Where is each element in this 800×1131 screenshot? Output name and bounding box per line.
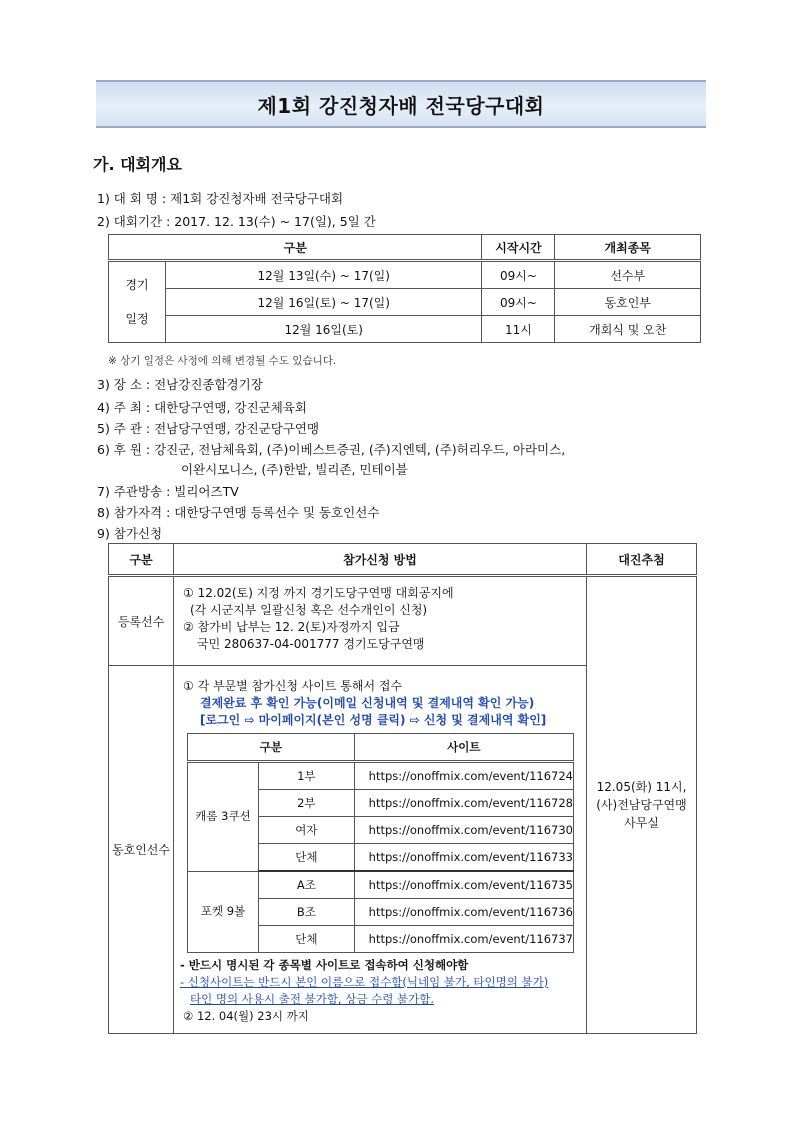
table-row (109, 289, 701, 316)
item-event-period (97, 214, 376, 230)
item-value: 대한당구연맹 등록선수 및 동호인선수 (174, 505, 380, 520)
item-broadcast (97, 484, 239, 500)
draw-line: 12.05(화) 11시, (596, 780, 687, 794)
schedule-time: 11시 (482, 316, 555, 343)
schedule-table (108, 234, 701, 343)
site-url: https://onoffmix.com/event/116730 (354, 817, 573, 844)
site-table (187, 733, 574, 953)
registered-label: 등록선수 (109, 576, 174, 666)
draw-cell (587, 576, 697, 1034)
item-label: 3) 장 소 : (97, 377, 151, 392)
schedule-date: 12월 13일(수) ~ 17(일) (166, 261, 482, 289)
site-division: B조 (259, 899, 355, 926)
site-division: 단체 (259, 844, 355, 872)
site-url: https://onoffmix.com/event/116735 (354, 871, 573, 899)
schedule-header-time: 시작시간 (482, 235, 555, 261)
amateur-note: - 신청사이트는 반드시 본인 이름으로 접수함(닉네임 불가, 타인명의 불가) (180, 975, 549, 989)
site-division: A조 (259, 871, 355, 899)
registered-line: (각 시군지부 일괄신청 혹은 선수개인이 신청) (190, 603, 428, 617)
item-event-name (97, 191, 343, 207)
item-value: 제1회 강진청자배 전국당구대회 (170, 191, 344, 206)
item-value: 강진군, 전남체육회, (주)이베스트증권, (주)지엔텍, (주)허리우드, 아라미스, (154, 442, 566, 457)
site-division: 2부 (259, 790, 355, 817)
site-url: https://onoffmix.com/event/116728 (354, 790, 573, 817)
site-division: 단체 (259, 926, 355, 953)
schedule-event: 동호인부 (555, 289, 701, 316)
item-label: 8) 참가자격 : (97, 505, 171, 520)
schedule-date: 12월 16일(토) (166, 316, 482, 343)
site-group-carom: 캐롬 3쿠션 (188, 762, 259, 872)
schedule-event: 선수부 (555, 261, 701, 289)
registered-line: 국민 280637-04-001777 경기도당구연맹 (197, 637, 425, 651)
amateur-note: 타인 명의 사용시 출전 불가함, 상금 수령 불가함. (190, 992, 434, 1006)
section-heading: 가. 대회개요 (93, 155, 182, 174)
schedule-header-category: 구분 (109, 235, 482, 261)
item-label: 5) 주 관 : (97, 421, 151, 436)
table-row (188, 762, 574, 790)
title-banner (96, 80, 706, 128)
item-label: 6) 후 원 : (97, 442, 151, 457)
item-label: 9) 참가신청 (97, 526, 163, 541)
item-value: 전남당구연맹, 강진군당구연맹 (154, 421, 320, 436)
amateur-note: - 반드시 명시된 각 종목별 사이트로 접속하여 신청해야함 (180, 958, 469, 972)
item-venue (97, 377, 263, 393)
item-label: 4) 주 최 : (97, 400, 151, 415)
item-value: 2017. 12. 13(수) ~ 17(일), 5일 간 (174, 214, 376, 229)
schedule-header-event: 개최종목 (555, 235, 701, 261)
table-row (109, 316, 701, 343)
application-table (108, 543, 697, 1034)
apply-header-category: 구분 (109, 544, 174, 576)
item-value: 전남강진종합경기장 (154, 377, 263, 392)
draw-line: (사)전남당구연맹 (596, 798, 687, 812)
site-division: 여자 (259, 817, 355, 844)
registered-line: ① 12.02(토) 지정 까지 경기도당구연맹 대회공지에 (183, 586, 454, 600)
schedule-date: 12월 16일(토) ~ 17(일) (166, 289, 482, 316)
schedule-note: ※ 상기 일정은 사정에 의해 변경될 수도 있습니다. (108, 355, 337, 367)
table-row (109, 576, 697, 666)
amateur-line: [로그인 ⇨ 마이페이지(본인 성명 클릭) ⇨ 신청 및 결제내역 확인] (200, 713, 547, 727)
amateur-line: ① 각 부문별 참가신청 사이트 통해서 접수 (183, 679, 403, 693)
item-label: 2) 대회기간 : (97, 214, 171, 229)
schedule-time: 09시~ (482, 261, 555, 289)
item-host (97, 400, 307, 416)
site-header-category: 구분 (188, 734, 355, 762)
table-row (188, 871, 574, 899)
site-header-site: 사이트 (354, 734, 573, 762)
amateur-line: 결제완료 후 확인 가능(이메일 신청내역 및 결제내역 확인 가능) (200, 696, 535, 710)
item-value: 대한당구연맹, 강진군체육회 (154, 400, 307, 415)
draw-line: 사무실 (624, 816, 659, 830)
schedule-time: 09시~ (482, 289, 555, 316)
item-label: 1) 대 회 명 : (97, 191, 167, 206)
item-eligibility (97, 505, 379, 521)
site-division: 1부 (259, 762, 355, 790)
item-sponsors-cont: 이완시모니스, (주)한밭, 빌리존, 민테이블 (181, 462, 408, 477)
site-url: https://onoffmix.com/event/116737 (354, 926, 573, 953)
schedule-event: 개회식 및 오찬 (555, 316, 701, 343)
table-row (109, 261, 701, 289)
amateur-label: 동호인선수 (109, 666, 174, 1034)
schedule-group-cell (109, 261, 166, 343)
site-group-pocket: 포켓 9볼 (188, 871, 259, 953)
item-organizer (97, 421, 319, 437)
schedule-group-label-2: 일정 (125, 312, 149, 326)
apply-header-method: 참가신청 방법 (174, 544, 587, 576)
site-url: https://onoffmix.com/event/116733 (354, 844, 573, 872)
item-sponsors (97, 442, 565, 458)
registered-method (174, 576, 587, 666)
item-value: 빌리어즈TV (174, 484, 239, 499)
item-label: 7) 주관방송 : (97, 484, 171, 499)
site-url: https://onoffmix.com/event/116736 (354, 899, 573, 926)
site-url: https://onoffmix.com/event/116724 (354, 762, 573, 790)
apply-header-draw: 대진추첨 (587, 544, 697, 576)
amateur-method (174, 666, 587, 1034)
registered-line: ② 참가비 납부는 12. 2(토)자정까지 입금 (183, 620, 400, 634)
amateur-deadline: ② 12. 04(월) 23시 까지 (183, 1009, 309, 1023)
document-title: 제1회 강진청자배 전국당구대회 (257, 93, 545, 118)
item-application (97, 526, 162, 542)
schedule-group-label-1: 경기 (125, 278, 149, 292)
